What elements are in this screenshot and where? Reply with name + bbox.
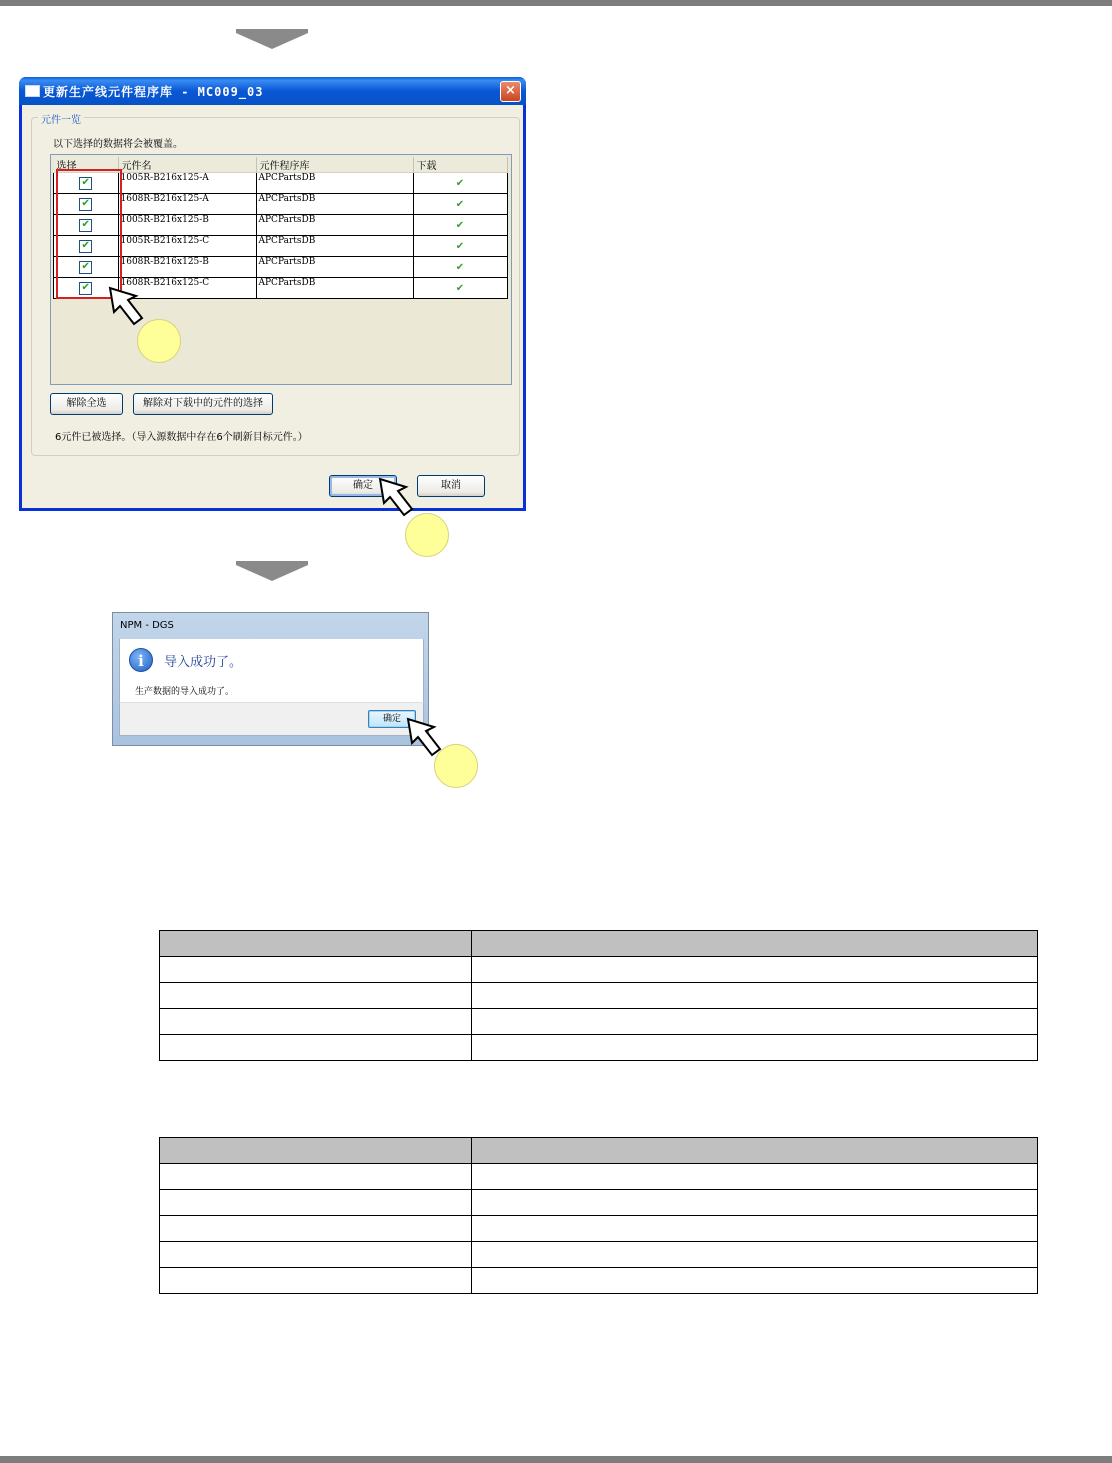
- column-header-select[interactable]: 选择: [54, 157, 119, 173]
- reference-table-1: [159, 930, 1038, 1061]
- step-marker-circle: [405, 513, 449, 557]
- table-cell: [160, 1009, 472, 1035]
- download-cell: [413, 236, 507, 257]
- table-cell: [472, 1190, 1038, 1216]
- table-cell: [160, 1035, 472, 1061]
- table-cell: [472, 983, 1038, 1009]
- table-cell: [160, 957, 472, 983]
- select-checkbox[interactable]: ✔: [79, 177, 92, 190]
- selection-status: 6元件已被选择。（导入源数据中存在6个刷新目标元件。）: [55, 432, 308, 443]
- check-icon: ✔: [455, 177, 465, 189]
- part-name-cell: 1608R-B216x125-C: [118, 278, 256, 299]
- selection-highlight-box: [56, 169, 122, 299]
- check-icon: ✔: [455, 198, 465, 210]
- download-cell: [413, 278, 507, 299]
- column-header-library[interactable]: 元件程序库: [256, 157, 413, 173]
- library-cell: APCPartsDB: [256, 173, 413, 194]
- step-arrow-down-icon: [236, 561, 308, 581]
- success-message: 生产数据的导入成功了。: [135, 687, 235, 697]
- table-row: [160, 1216, 1038, 1242]
- table-header-row: [160, 931, 1038, 957]
- download-cell: [413, 257, 507, 278]
- dialog-footer: [119, 702, 424, 736]
- select-checkbox[interactable]: ✔: [79, 261, 92, 274]
- cancel-button[interactable]: 取消: [417, 475, 485, 497]
- library-cell: APCPartsDB: [256, 215, 413, 236]
- download-cell: [413, 215, 507, 236]
- table-header-cell: [160, 931, 472, 957]
- close-button[interactable]: ×: [500, 81, 521, 102]
- table-row: [160, 957, 1038, 983]
- table-row: [160, 983, 1038, 1009]
- table-cell: [472, 1035, 1038, 1061]
- table-header-cell: [472, 1138, 1038, 1164]
- table-cell: [160, 1268, 472, 1294]
- library-cell: APCPartsDB: [256, 257, 413, 278]
- import-success-dialog: [112, 612, 429, 746]
- table-cell: [160, 1190, 472, 1216]
- window-icon: [25, 85, 40, 97]
- part-name-cell: 1005R-B216x125-C: [118, 236, 256, 257]
- library-cell: APCPartsDB: [256, 278, 413, 299]
- table-cell: [472, 1009, 1038, 1035]
- table-header-row: [160, 1138, 1038, 1164]
- library-cell: APCPartsDB: [256, 194, 413, 215]
- check-icon: ✔: [455, 240, 465, 252]
- table-row: [160, 1190, 1038, 1216]
- part-name-cell: 1005R-B216x125-B: [118, 215, 256, 236]
- library-cell: APCPartsDB: [256, 236, 413, 257]
- info-icon: i: [129, 648, 153, 672]
- group-label: 元件一览: [38, 111, 84, 126]
- table-cell: [472, 1216, 1038, 1242]
- check-icon: ✔: [455, 282, 465, 294]
- overwrite-note: 以下选择的数据将会被覆盖。: [53, 139, 183, 150]
- download-cell: [413, 194, 507, 215]
- column-header-part-name[interactable]: 元件名: [118, 157, 256, 173]
- table-cell: [160, 1164, 472, 1190]
- table-cell: [160, 983, 472, 1009]
- check-icon: ✔: [455, 261, 465, 273]
- dialog-title: NPM - DGS: [120, 620, 174, 631]
- check-icon: ✔: [455, 219, 465, 231]
- part-name-cell: 1005R-B216x125-A: [118, 173, 256, 194]
- table-row: [160, 1009, 1038, 1035]
- table-cell: [472, 1164, 1038, 1190]
- step-marker-circle: [434, 744, 478, 788]
- ok-button[interactable]: 确定: [368, 710, 416, 728]
- table-row: [160, 1242, 1038, 1268]
- column-header-download[interactable]: 下载: [413, 157, 507, 173]
- step-marker-circle: [137, 319, 181, 363]
- table-header-cell: [160, 1138, 472, 1164]
- table-cell: [472, 1268, 1038, 1294]
- part-name-cell: 1608R-B216x125-A: [118, 194, 256, 215]
- table-header-cell: [472, 931, 1038, 957]
- download-cell: [413, 173, 507, 194]
- table-cell: [160, 1216, 472, 1242]
- dialog-body: [119, 639, 424, 702]
- top-rule: [0, 0, 1112, 6]
- table-row: [160, 1164, 1038, 1190]
- table-cell: [472, 957, 1038, 983]
- update-library-dialog: [19, 77, 526, 511]
- select-checkbox[interactable]: ✔: [79, 219, 92, 232]
- part-name-cell: 1608R-B216x125-B: [118, 257, 256, 278]
- dialog-title: 更新生产线元件程序库 - MC009_03: [43, 85, 264, 99]
- dialog-title-bar: [19, 77, 526, 105]
- deselect-downloading-button[interactable]: 解除对下载中的元件的选择: [133, 393, 273, 415]
- deselect-all-button[interactable]: 解除全选: [50, 393, 123, 415]
- table-cell: [160, 1242, 472, 1268]
- bottom-rule: [0, 1456, 1112, 1463]
- select-checkbox[interactable]: ✔: [79, 198, 92, 211]
- success-heading: 导入成功了。: [164, 655, 243, 670]
- reference-table-2: [159, 1137, 1038, 1294]
- ok-button[interactable]: 确定: [329, 475, 397, 497]
- table-cell: [472, 1242, 1038, 1268]
- select-checkbox[interactable]: ✔: [79, 282, 92, 295]
- table-row: [160, 1035, 1038, 1061]
- table-row: [160, 1268, 1038, 1294]
- select-checkbox[interactable]: ✔: [79, 240, 92, 253]
- step-arrow-down-icon: [236, 29, 308, 49]
